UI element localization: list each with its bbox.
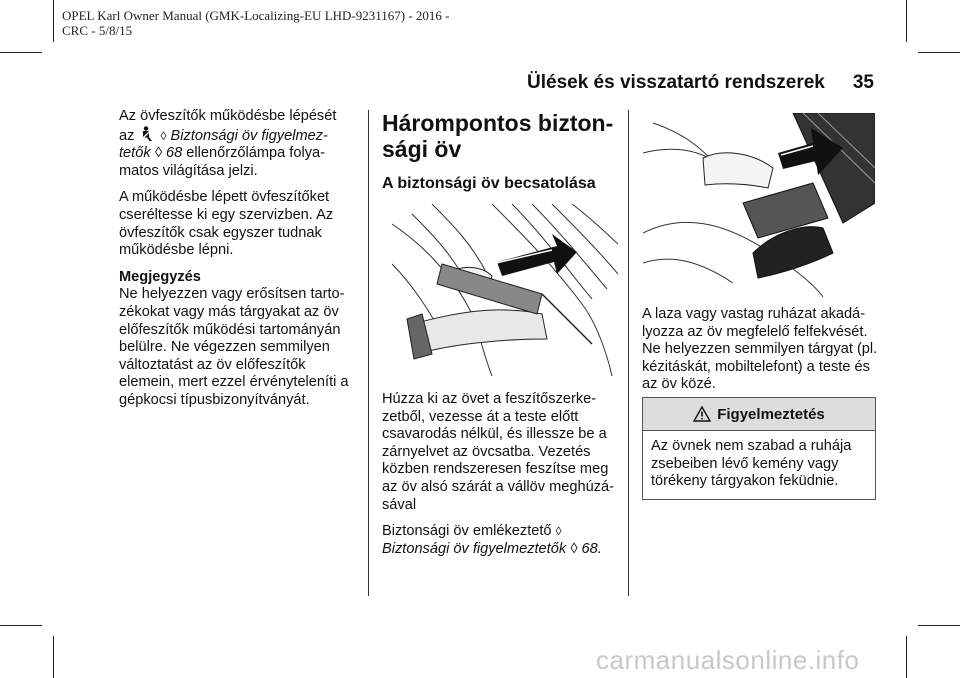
page-number: 35: [852, 72, 874, 93]
warning-title: Figyelmeztetés: [717, 405, 825, 423]
column-2-text: [382, 391, 620, 567]
cross-reference-link[interactable]: Biztonsági öv figyelmeztetők: [382, 540, 567, 557]
note-text: Ne helyezzen vagy erősítsen tartozékokat vagy más tárgyakat az öv előfeszítők működési tartományán belülre. Ne végezzen semmilyen változtatást az öv előfeszítők elemein, mert ezzel érvényteleníti a gépkocsi típusbizonyítványát.: [119, 286, 349, 408]
watermark: carmanualsonline.info: [596, 645, 860, 675]
crop-mark: [906, 0, 907, 42]
column-divider: [368, 110, 369, 596]
note-title: Megjegyzés: [119, 268, 201, 285]
crop-mark: [906, 636, 907, 678]
section-title: Ülések és visszatartó rendszerek: [527, 72, 825, 93]
cross-reference-link[interactable]: Biztonsági öv figyelmez-: [170, 127, 328, 144]
subsection-heading: A biztonsági öv becsatolása: [382, 175, 596, 192]
crop-mark: [0, 625, 42, 626]
warning-triangle-icon: [693, 406, 711, 422]
warning-text: Az övnek nem szabad a ruhája zsebeiben lévő kemény vagy törékeny tárgyakon feküdnie.: [651, 438, 852, 490]
warning-header: [643, 398, 875, 431]
paragraph: A laza vagy vastag ruházat akadályozza az öv megfelelő felfekvését. Ne helyezzen semmilyen tárgyat (pl. kézitáskát, mobiltelefont) a teste és az öv közé.: [642, 306, 878, 393]
page-reference[interactable]: ◊ 68.: [570, 540, 602, 557]
warning-box: [642, 397, 876, 500]
running-head: [527, 72, 874, 94]
paragraph: Az övfeszítők működésbe lépését az ◊ Biztonsági öv figyelmez- tetők ◊ 68 ellenőrzőlámpa folya- matos világítása jelzi.: [119, 108, 337, 179]
paragraph: Biztonsági öv emlékeztető ◊ Biztonsági öv figyelmeztetők ◊ 68.: [382, 523, 602, 557]
crop-mark: [53, 636, 54, 678]
crop-mark: [53, 0, 54, 42]
page-reference[interactable]: ◊ 68: [154, 145, 183, 162]
seatbelt-latch-illustration: [643, 113, 875, 297]
paragraph: Húzza ki az övet a feszítőszerkezetből, vezesse át a teste előtt csavarodás nélkül, és illessze be a zárnyelvet az övcsatba. Vezetés közben rendszeresen feszítse meg az öv alsó szárát a vállöv meghúzásával: [382, 391, 615, 513]
seatbelt-buckling-illustration: [392, 204, 618, 376]
meta-line-2: CRC - 5/8/15: [62, 23, 133, 38]
paragraph: A működésbe lépett övfeszítőket cseréltesse ki egy szervizben. Az övfeszítők csak egyszer tudnak működésbe lépni.: [119, 189, 334, 259]
column-divider: [628, 110, 629, 596]
column-1: [119, 108, 359, 419]
crop-mark: [918, 52, 960, 53]
crop-mark: [918, 625, 960, 626]
document-meta: [62, 8, 450, 38]
cross-reference-link[interactable]: tetők: [119, 145, 151, 162]
meta-line-1: OPEL Karl Owner Manual (GMK-Localizing-EU LHD-9231167) - 2016 -: [62, 8, 450, 23]
column-2: [382, 110, 620, 193]
column-3-text: [642, 306, 878, 403]
crop-mark: [0, 52, 42, 53]
section-heading: Hárompontos bizton-sági öv: [382, 110, 614, 162]
seatbelt-warning-icon: [140, 126, 154, 142]
